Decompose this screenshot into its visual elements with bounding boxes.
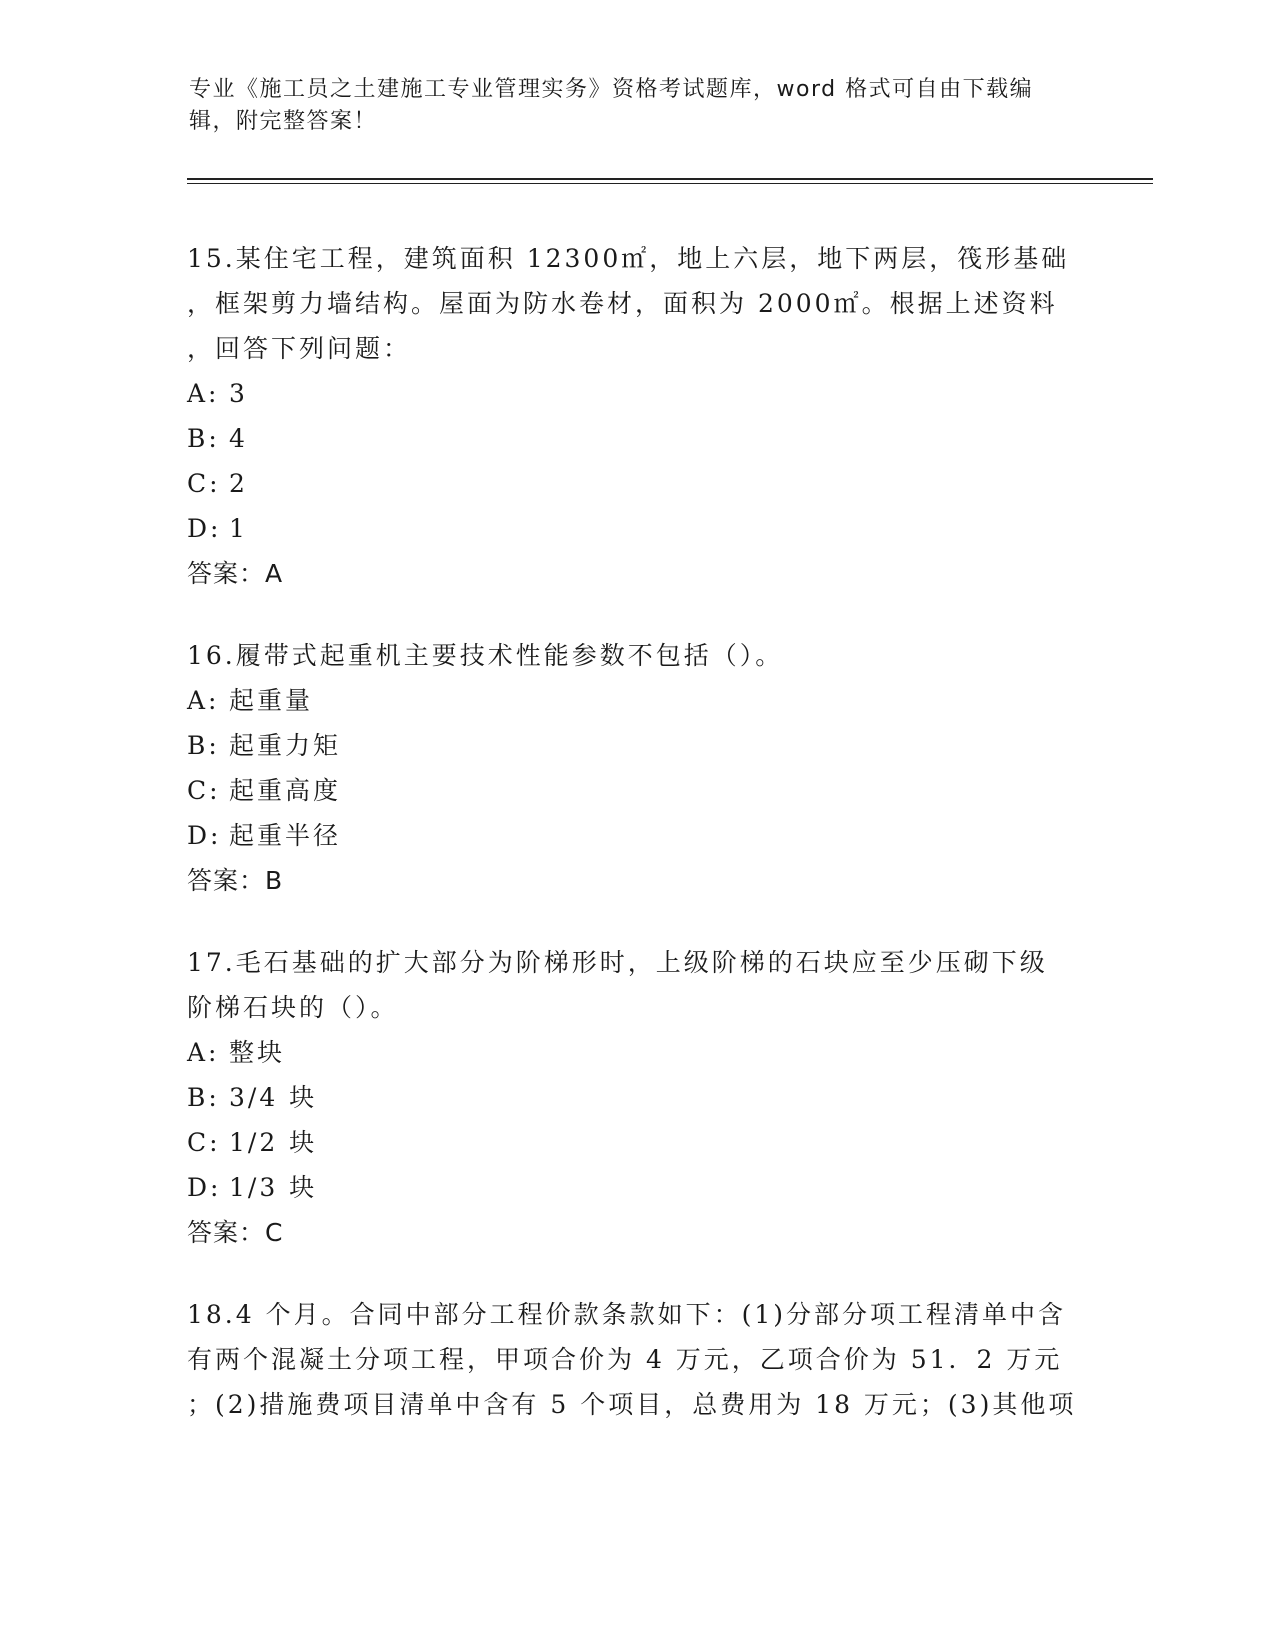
question-15 [187,236,1087,596]
question-text: ；(2)措施费项目清单中含有 5 个项目，总费用为 18 万元；(3)其他项 [187,1390,1077,1419]
option-key: C: [187,1128,221,1157]
option-key: C: [187,776,221,805]
option-c [187,1120,1087,1165]
option-text: 1/3 块 [229,1173,318,1202]
option-key: B: [187,731,220,760]
question-16 [187,633,1087,903]
option-a [187,371,1087,416]
option-d [187,813,1087,858]
answer-line: 答案：C [187,1218,284,1247]
header-divider-thin [187,183,1153,184]
option-text: 3/4 块 [229,1083,318,1112]
option-text: 整块 [229,1038,286,1067]
document-header [189,74,1079,138]
question-text: ，框架剪力墙结构。屋面为防水卷材，面积为 2000㎡。根据上述资料 [187,289,1058,318]
question-text: 有两个混凝土分项工程，甲项合价为 4 万元，乙项合价为 51．2 万元 [187,1345,1063,1374]
question-text: 15.某住宅工程，建筑面积 12300㎡，地上六层，地下两层，筏形基础 [187,244,1070,273]
option-c [187,768,1087,813]
question-text: 16.履带式起重机主要技术性能参数不包括（）。 [187,641,784,670]
option-d [187,1165,1087,1210]
option-b [187,1075,1087,1120]
option-c [187,461,1087,506]
question-17 [187,940,1087,1255]
option-d [187,506,1087,551]
option-key: D: [187,821,222,850]
option-b [187,416,1087,461]
option-text: 1/2 块 [229,1128,318,1157]
header-line-2: 辑，附完整答案！ [189,109,378,134]
answer-line: 答案：B [187,866,284,895]
option-b [187,723,1087,768]
question-text: 阶梯石块的（）。 [187,993,399,1022]
header-line-1: 专业《施工员之土建施工专业管理实务》资格考试题库，word 格式可自由下载编 [189,77,1034,102]
option-text: 4 [229,424,248,453]
option-key: A: [187,1038,220,1067]
option-key: A: [187,686,220,715]
option-text: 3 [229,379,248,408]
option-key: D: [187,1173,222,1202]
question-text: ，回答下列问题： [187,334,412,363]
option-text: 2 [229,469,248,498]
option-a [187,1030,1087,1075]
option-key: C: [187,469,221,498]
option-key: D: [187,514,222,543]
question-18 [187,1292,1087,1427]
option-text: 起重量 [229,686,314,715]
option-text: 起重高度 [229,776,342,805]
option-text: 起重力矩 [229,731,342,760]
option-a [187,678,1087,723]
option-key: B: [187,424,220,453]
option-text: 1 [229,514,248,543]
option-text: 起重半径 [229,821,342,850]
question-list [187,236,1087,1464]
question-text: 17.毛石基础的扩大部分为阶梯形时，上级阶梯的石块应至少压砌下级 [187,948,1048,977]
header-divider-thick [187,178,1153,180]
question-text: 18.4 个月。合同中部分工程价款条款如下：(1)分部分项工程清单中含 [187,1300,1067,1329]
option-key: B: [187,1083,220,1112]
answer-line: 答案：A [187,559,284,588]
option-key: A: [187,379,220,408]
